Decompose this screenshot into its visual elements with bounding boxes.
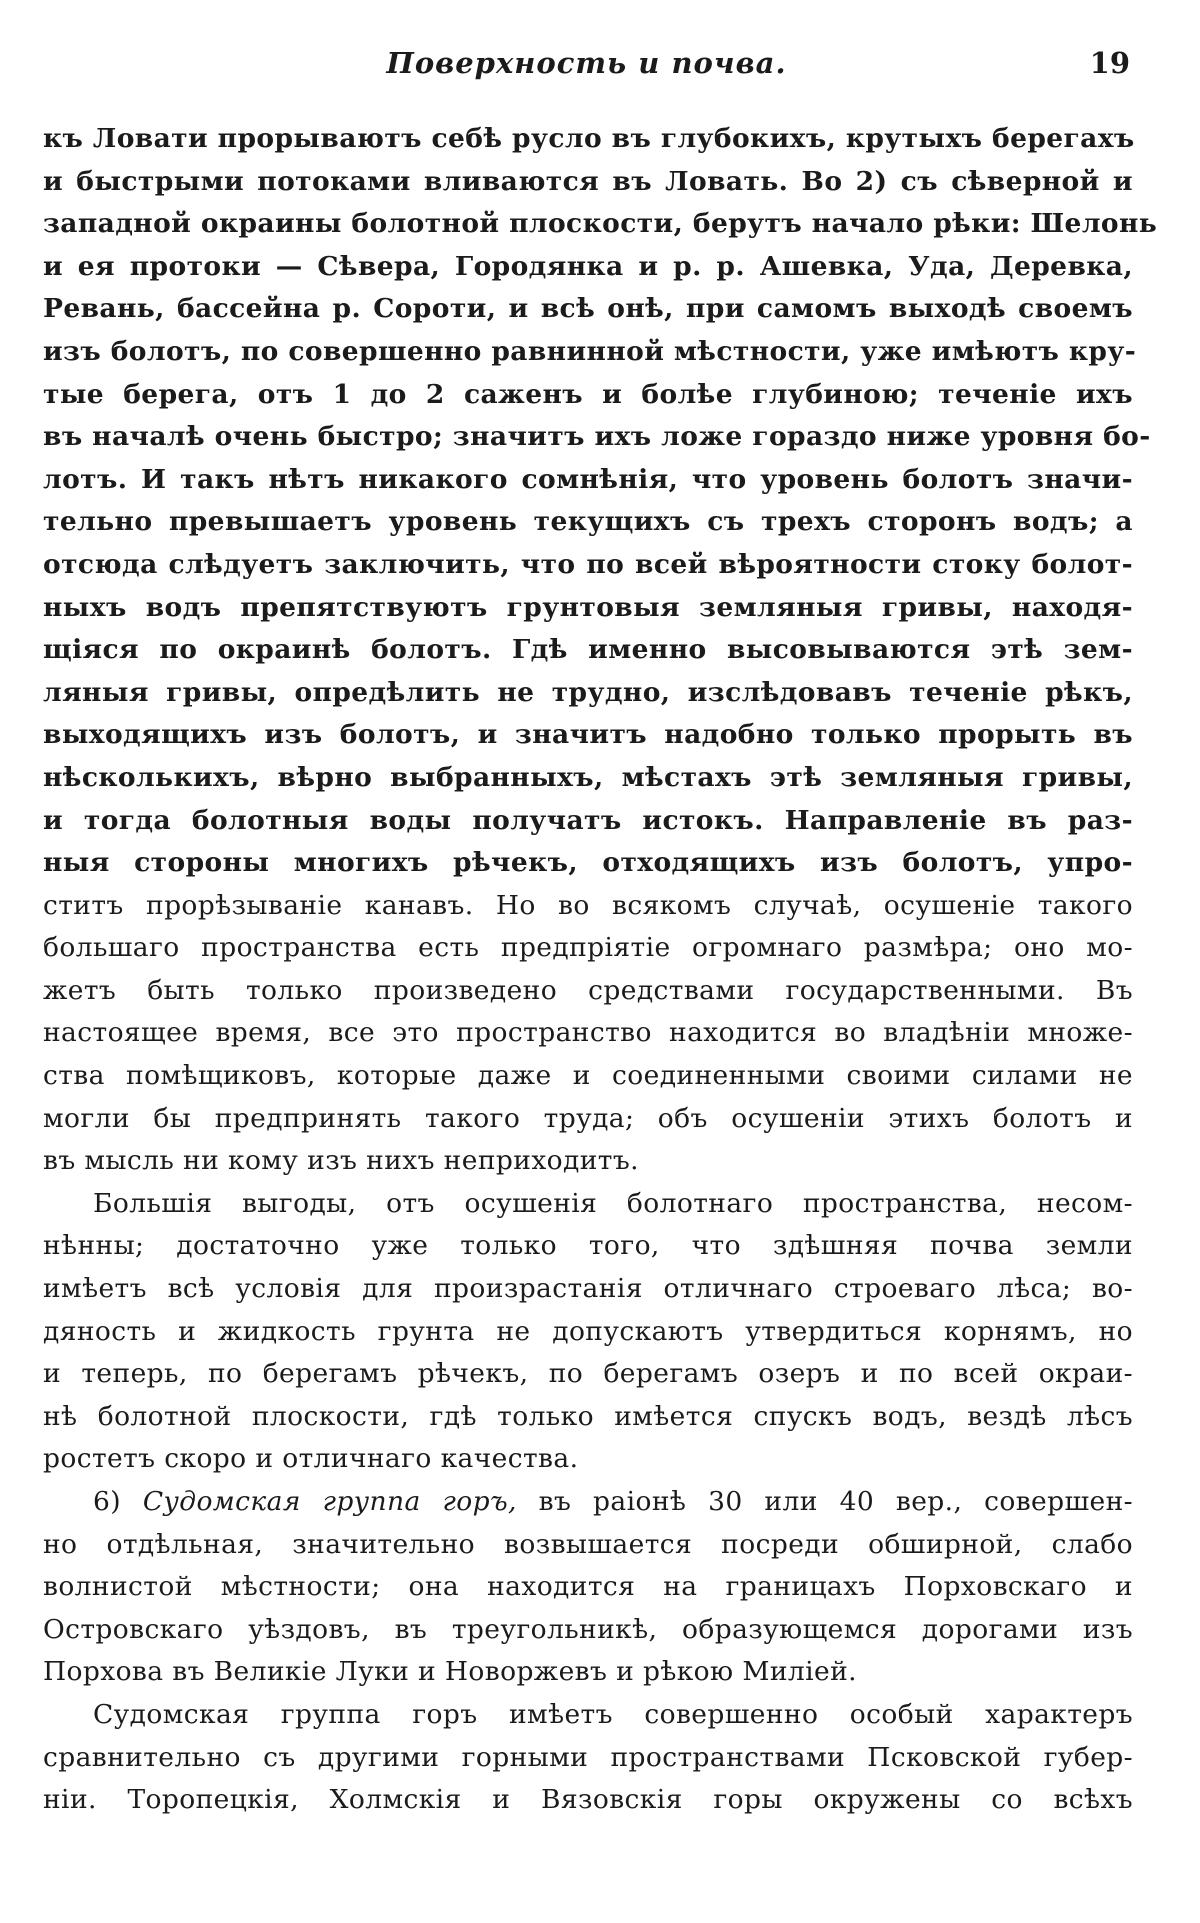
paragraph-end-line: ростетъ скоро и отличнаго качества. xyxy=(43,1443,579,1475)
text-line: волнистой мѣстности; она находится на границахъ Порховскаго и xyxy=(43,1571,1133,1603)
page-number: 19 xyxy=(1089,46,1130,80)
line-text: въ раіонѣ 30 или 40 вер., совершен- xyxy=(538,1486,1134,1517)
text-line: жетъ быть только произведено средствами государственными. Въ xyxy=(43,974,1133,1006)
italic-heading: Судомская группа горъ, xyxy=(142,1486,517,1517)
text-line: западной окраины болотной плоскости, берутъ начало рѣки: Шелонь xyxy=(43,208,1158,240)
running-title: Поверхность и почва. xyxy=(386,46,787,80)
text-line: нѣсколькихъ, вѣрно выбранныхъ, мѣстахъ этѣ земляныя гривы, xyxy=(43,761,1133,793)
text-line: тельно превышаетъ уровень текущихъ съ трехъ сторонъ водъ; а xyxy=(43,506,1133,538)
text-line: ніи. Торопецкія, Холмскія и Вязовскія горы окружены со всѣхъ xyxy=(43,1784,1133,1816)
text-line: Ревань, бассейна р. Сороти, и всѣ онѣ, при самомъ выходѣ своемъ xyxy=(43,293,1133,325)
text-line: дяность и жидкость грунта не допускаютъ утвердиться корнямъ, но xyxy=(43,1315,1133,1347)
paragraph-end-line: въ мысль ни кому изъ нихъ неприходитъ. xyxy=(43,1145,639,1177)
paragraph-start-line: Судомская группа горъ имѣетъ совершенно особый характеръ xyxy=(93,1698,1133,1730)
text-line: и тогда болотныя воды получатъ истокъ. Направленіе въ раз- xyxy=(43,804,1133,836)
text-line: отсюда слѣдуетъ заключить, что по всей вѣроятности стоку болот- xyxy=(43,548,1133,580)
text-line: нѣ болотной плоскости, гдѣ только имѣется спускъ водъ, вездѣ лѣсъ xyxy=(43,1400,1133,1432)
text-line: лотъ. И такъ нѣтъ никакого сомнѣнія, что уровень болотъ значи- xyxy=(43,463,1133,495)
body-text xyxy=(43,118,1158,1822)
text-line: въ началѣ очень быстро; значитъ ихъ ложе гораздо ниже уровня бо- xyxy=(43,421,1151,453)
text-line: настоящее время, все это пространство находится во владѣніи множе- xyxy=(43,1017,1133,1049)
text-line: къ Ловати прорываютъ себѣ русло въ глубокихъ, крутыхъ берегахъ xyxy=(43,123,1135,154)
text-line: изъ болотъ, по совершенно равнинной мѣстности, уже имѣютъ кру- xyxy=(43,335,1137,367)
text-line: ститъ прорѣзываніе канавъ. Но во всякомъ случаѣ, осушеніе такого xyxy=(43,889,1133,921)
text-line: и теперь, по берегамъ рѣчекъ, по берегамъ озеръ и по всей окраи- xyxy=(43,1358,1133,1390)
text-line: щіяся по окраинѣ болотъ. Гдѣ именно высовываются этѣ зем- xyxy=(43,634,1133,666)
text-line: и быстрыми потоками вливаются въ Ловать. Во 2) съ сѣверной и xyxy=(43,165,1133,197)
text-line: тые берега, отъ 1 до 2 саженъ и болѣе глубиною; теченіе ихъ xyxy=(43,378,1133,410)
text-line: но отдѣльная, значительно возвышается посреди обширной, слабо xyxy=(43,1528,1133,1560)
running-head xyxy=(43,46,1130,96)
paragraph-start-line: Большія выгоды, отъ осушенія болотнаго пространства, несом- xyxy=(93,1187,1133,1219)
text-line: Островскаго уѣздовъ, въ треугольникѣ, образующемся дорогами изъ xyxy=(43,1613,1133,1645)
text-line: и ея протоки — Сѣвера, Городянка и р. р. Ашевка, Уда, Деревка, xyxy=(43,250,1133,282)
paragraph-start-line xyxy=(43,1481,1133,1524)
text-line: нѣнны; достаточно уже только того, что здѣшняя почва земли xyxy=(43,1230,1133,1262)
text-line: ляныя гривы, опредѣлить не трудно, изслѣдовавъ теченіе рѣкъ, xyxy=(43,676,1133,708)
text-line: ства помѣщиковъ, которые даже и соединенными своими силами не xyxy=(43,1060,1133,1092)
text-line: большаго пространства есть предпріятіе огромнаго размѣра; оно мо- xyxy=(43,932,1133,964)
item-number: 6) xyxy=(93,1486,121,1517)
text-line: ныхъ водъ препятствуютъ грунтовыя земляныя гривы, находя- xyxy=(43,591,1133,623)
paragraph-end-line: Порхова въ Великіе Луки и Новоржевъ и рѣкою Миліей. xyxy=(43,1656,857,1688)
text-line: имѣетъ всѣ условія для произрастанія отличнаго строеваго лѣса; во- xyxy=(43,1273,1133,1305)
text-line: могли бы предпринять такого труда; объ осушеніи этихъ болотъ и xyxy=(43,1102,1133,1134)
text-line: выходящихъ изъ болотъ, и значитъ надобно только прорыть въ xyxy=(43,719,1133,751)
text-line: ныя стороны многихъ рѣчекъ, отходящихъ изъ болотъ, упро- xyxy=(43,847,1133,879)
text-line: сравнительно съ другими горными пространствами Псковской губер- xyxy=(43,1741,1133,1773)
